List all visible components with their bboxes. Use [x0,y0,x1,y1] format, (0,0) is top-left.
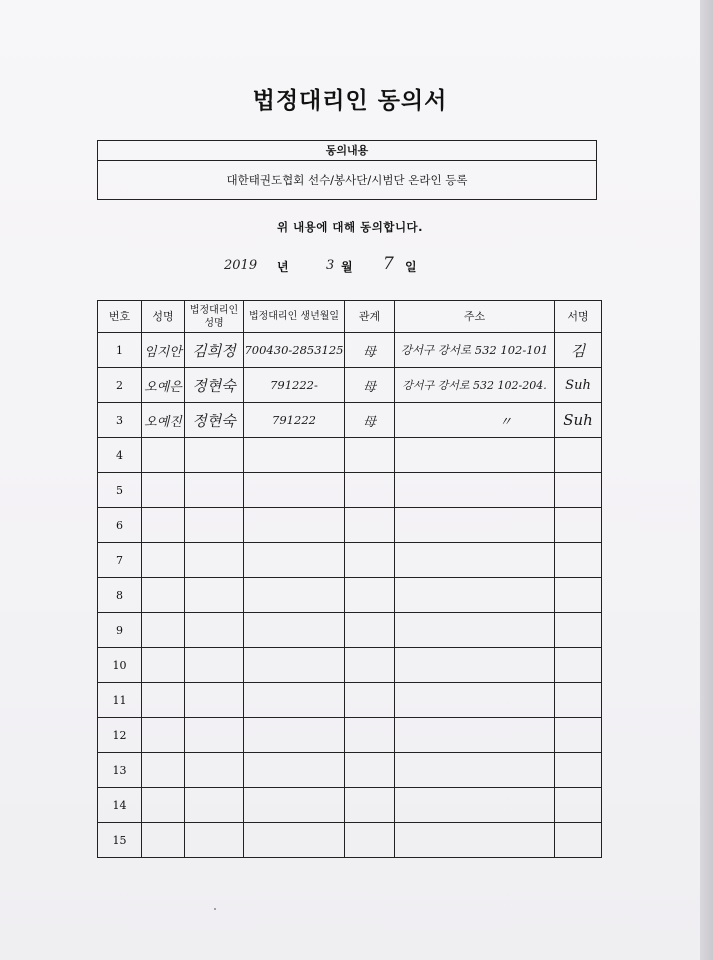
row-name [142,508,185,543]
row-relation [345,473,395,508]
table-row [98,578,602,613]
row-no: 15 [98,823,142,858]
row-relation: 母 [345,368,395,403]
date-month: 3 [326,258,335,273]
table-row [98,543,602,578]
date-year-label: 년 [277,260,289,274]
agree-statement: 위 내용에 대해 동의합니다. [276,220,424,234]
row-guardian-birth [244,508,345,543]
row-signature [555,648,602,683]
row-no: 5 [98,473,142,508]
row-name [142,788,185,823]
row-relation [345,438,395,473]
row-guardian-birth [244,543,345,578]
date-year: 2019 [224,258,258,273]
table-row [98,823,602,858]
row-signature: 김 [555,333,602,368]
row-address [395,788,555,823]
row-name [142,613,185,648]
row-guardian-birth [244,473,345,508]
table-row [98,788,602,823]
row-name [142,648,185,683]
row-guardian-name [185,683,244,718]
row-guardian-name: 정현숙 [185,403,244,438]
row-no: 11 [98,683,142,718]
row-signature [555,473,602,508]
table-row [98,438,602,473]
row-name [142,823,185,858]
date-month-label: 월 [341,260,353,274]
row-relation [345,543,395,578]
row-name: 오예진 [142,403,185,438]
row-relation [345,718,395,753]
table-row [98,368,602,403]
page-edge [700,0,713,960]
row-name: 오예은 [142,368,185,403]
row-guardian-name [185,473,244,508]
row-address [395,648,555,683]
row-signature [555,823,602,858]
row-guardian-birth [244,683,345,718]
row-address: 강서구 강서로 532 102-101 [395,333,555,368]
row-relation [345,508,395,543]
row-relation [345,788,395,823]
row-guardian-name [185,718,244,753]
header-address: 주소 [395,301,555,333]
row-name [142,543,185,578]
row-relation [345,683,395,718]
header-signature: 서명 [555,301,602,333]
row-signature [555,613,602,648]
row-address [395,438,555,473]
row-no: 12 [98,718,142,753]
row-no: 6 [98,508,142,543]
row-name [142,473,185,508]
row-signature [555,543,602,578]
row-address [395,683,555,718]
paper-speck [214,908,216,910]
row-relation [345,753,395,788]
row-guardian-birth [244,753,345,788]
row-guardian-name [185,508,244,543]
row-no: 10 [98,648,142,683]
row-address [395,718,555,753]
header-no: 번호 [98,301,142,333]
registration-table [97,300,602,858]
table-row [98,613,602,648]
header-relation: 관계 [345,301,395,333]
row-address [395,823,555,858]
row-no: 1 [98,333,142,368]
row-no: 8 [98,578,142,613]
consent-box [97,140,597,200]
row-relation: 母 [345,403,395,438]
row-name [142,578,185,613]
row-guardian-birth [244,788,345,823]
row-guardian-name [185,788,244,823]
consent-header: 동의내용 [98,141,596,161]
row-address [395,473,555,508]
table-row [98,683,602,718]
row-guardian-birth [244,648,345,683]
row-name [142,718,185,753]
row-guardian-name [185,578,244,613]
row-address [395,753,555,788]
row-guardian-birth: 791222- [244,368,345,403]
row-relation [345,823,395,858]
row-no: 13 [98,753,142,788]
table-row [98,473,602,508]
row-guardian-birth [244,438,345,473]
consent-content: 대한태권도협회 선수/봉사단/시범단 온라인 등록 [226,173,468,187]
table-row [98,508,602,543]
table-row [98,648,602,683]
row-relation: 母 [345,333,395,368]
row-signature [555,753,602,788]
row-name [142,683,185,718]
row-relation [345,648,395,683]
row-signature [555,508,602,543]
table-row [98,403,602,438]
row-guardian-birth [244,718,345,753]
row-address [395,508,555,543]
row-address: 강서구 강서로 532 102-204. [395,368,555,403]
row-name [142,438,185,473]
row-address [395,578,555,613]
date-day-label: 일 [405,260,417,274]
row-signature [555,578,602,613]
table-row [98,718,602,753]
row-guardian-birth: 791222 [244,403,345,438]
row-guardian-name [185,613,244,648]
row-signature [555,788,602,823]
row-guardian-birth [244,578,345,613]
row-no: 3 [98,403,142,438]
table-header-row [98,301,602,333]
row-guardian-name [185,438,244,473]
table-row [98,753,602,788]
row-signature: Suh [555,368,602,403]
document-title: 법정대리인 동의서 [252,88,448,114]
row-guardian-name [185,753,244,788]
row-relation [345,613,395,648]
row-guardian-birth [244,613,345,648]
row-relation [345,578,395,613]
row-address [395,613,555,648]
row-no: 14 [98,788,142,823]
row-guardian-name: 김희정 [185,333,244,368]
header-guardian-name: 법정대리인 성명 [185,301,244,333]
header-guardian-birth: 법정대리인 생년월일 [244,301,345,333]
row-address [395,543,555,578]
header-name: 성명 [142,301,185,333]
row-signature [555,718,602,753]
row-signature [555,683,602,718]
row-name [142,753,185,788]
row-signature [555,438,602,473]
row-guardian-name [185,648,244,683]
date-day: 7 [383,254,394,274]
row-signature: Suh [555,403,602,438]
table-row [98,333,602,368]
row-guardian-name: 정현숙 [185,368,244,403]
row-no: 2 [98,368,142,403]
row-no: 7 [98,543,142,578]
row-address: 〃 [395,403,555,438]
row-guardian-birth: 700430-2853125 [244,333,345,368]
row-guardian-birth [244,823,345,858]
row-guardian-name [185,543,244,578]
row-name: 임지안 [142,333,185,368]
row-no: 9 [98,613,142,648]
row-guardian-name [185,823,244,858]
row-no: 4 [98,438,142,473]
